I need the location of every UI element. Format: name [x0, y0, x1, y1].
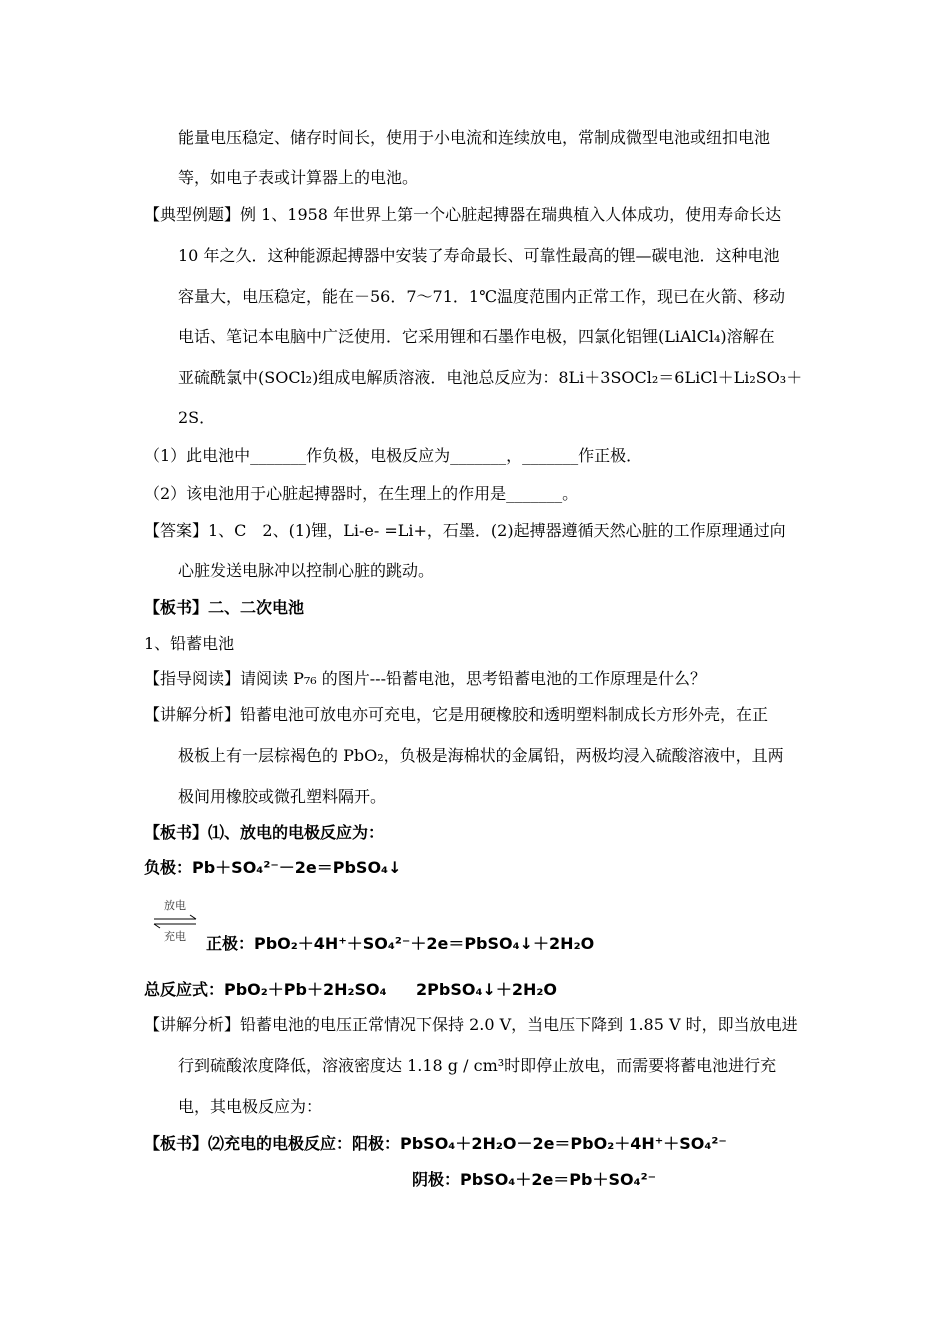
text-line: 容量大，电压稳定，能在－56．7～71．1℃温度范围内正常工作，现已在火箭、移动: [178, 287, 785, 306]
text-line: 电，其电极反应为：: [178, 1097, 323, 1116]
question-1: （1）此电池中_______作负极，电极反应为_______，_______作正极．: [144, 446, 643, 465]
text-line: 等，如电子表或计算器上的电池。: [178, 168, 419, 187]
text-line: 能量电压稳定、储存时间长，使用于小电流和连续放电，常制成微型电池或纽扣电池: [178, 128, 771, 147]
text-line: 【讲解分析】铅蓄电池可放电亦可充电，它是用硬橡胶和透明塑料制成长方形外壳，在正: [144, 705, 769, 724]
text-line: 心脏发送电脉冲以控制心脏的跳动。: [178, 561, 435, 580]
text-line: 极间用橡胶或微孔塑料隔开。: [178, 787, 387, 806]
total-reaction-left: 总反应式：PbO₂＋Pb＋2H₂SO₄: [144, 980, 387, 999]
board-heading: 【板书】⑴、放电的电极反应为：: [144, 823, 385, 842]
text-line: 电话、笔记本电脑中广泛使用．它采用锂和石墨作电极，四氯化铝锂(LiAlCl₄)溶解在: [178, 327, 775, 346]
text-line: 【讲解分析】铅蓄电池的电压正常情况下保持 2.0 V，当电压下降到 1.85 V 时，即当放电进: [144, 1015, 798, 1034]
text-line: 10 年之久．这种能源起搏器中安装了寿命最长、可靠性最高的锂—碳电池．这种电池: [178, 246, 780, 265]
section-heading: 【板书】二、二次电池: [144, 598, 305, 617]
positive-electrode-equation: 正极：PbO₂＋4H⁺＋SO₄²⁻＋2e＝PbSO₄↓＋2H₂O: [206, 934, 595, 953]
subheading: 1、铅蓄电池: [144, 634, 235, 653]
text-line: 【典型例题】例 1、1958 年世界上第一个心脏起搏器在瑞典植入人体成功，使用寿命长达: [144, 205, 782, 224]
text-line: 亚硫酰氯中(SOCl₂)组成电解质溶液．电池总反应为：8Li＋3SOCl₂＝6LiCl＋Li₂SO₃＋: [178, 368, 803, 387]
question-2: （2）该电池用于心脏起搏器时，在生理上的作用是_______。: [144, 484, 579, 503]
arrow-label-discharge: 放电: [164, 899, 186, 912]
text-line: 2S．: [178, 408, 216, 427]
total-reaction-right: 2PbSO₄↓＋2H₂O: [416, 980, 557, 999]
text-line: 行到硫酸浓度降低，溶液密度达 1.18 g / cm³时即停止放电，而需要将蓄电池进行充: [178, 1056, 777, 1075]
reversible-arrow-icon: [150, 900, 200, 944]
text-line: 【指导阅读】请阅读 P₇₆ 的图片---铅蓄电池，思考铅蓄电池的工作原理是什么？: [144, 669, 706, 688]
negative-electrode-equation: 负极：Pb＋SO₄²⁻－2e＝PbSO₄↓: [144, 858, 402, 877]
charge-reaction-heading: 【板书】⑵充电的电极反应：阳极：PbSO₄＋2H₂O－2e＝PbO₂＋4H⁺＋SO₄²⁻: [144, 1134, 727, 1153]
text-line: 极板上有一层棕褐色的 PbO₂，负极是海棉状的金属铅，两极均浸入硫酸溶液中，且两: [178, 746, 784, 765]
cathode-equation: 阴极：PbSO₄＋2e＝Pb＋SO₄²⁻: [412, 1170, 657, 1189]
arrow-label-charge: 充电: [164, 930, 186, 943]
answer-line: 【答案】1、C 2、(1)锂，Li-e- =Li+，石墨．(2)起搏器遵循天然心脏的工作原理通过向: [144, 521, 786, 540]
